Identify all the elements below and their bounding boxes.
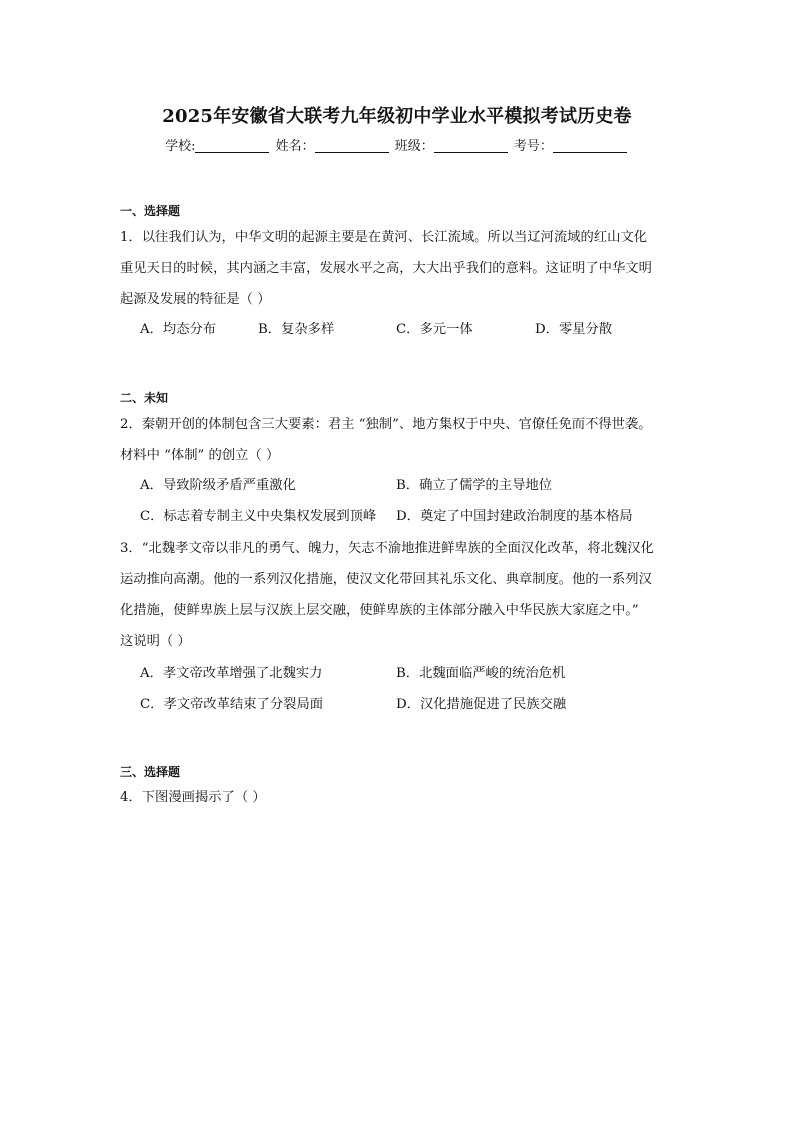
option-d[interactable]: D．奠定了中国封建政治制度的基本格局 [396,509,633,524]
question-line: 4．下图漫画揭示了（ ） [120,790,266,805]
name-label: 姓名： [275,139,315,154]
student-info-line [0,137,794,157]
option-c[interactable]: C．孝文帝改革结束了分裂局面 [140,697,324,712]
question-line: 运动推向高潮。他的一系列汉化措施，使汉文化带回其礼乐文化、典章制度。他的一系列汉 [120,572,652,587]
question-line: 3．“北魏孝文帝以非凡的勇气、魄力，矢志不渝地推进鲜卑族的全面汉化改革，将北魏汉化 [120,541,654,556]
question-4-text [120,782,685,813]
question-line: 起源及发展的特征是（ ） [120,292,271,307]
exam-title: 2025年安徽省大联考九年级初中学业水平模拟考试历史卷 [162,106,632,127]
section-heading: 三、选择题 [120,765,181,779]
question-line: 化措施，使鲜卑族上层与汉族上层交融，使鲜卑族的主体部分融入中华民族大家庭之中。” [120,603,639,618]
option-b[interactable]: B．确立了儒学的主导地位 [396,478,553,493]
question-2-text [120,409,685,471]
option-b[interactable]: B．北魏面临严峻的统治危机 [396,666,566,681]
exam-number-blank[interactable] [553,138,627,153]
class-blank[interactable] [434,138,508,153]
question-line: 这说明（ ） [120,634,191,649]
option-a[interactable]: A．均态分布 [140,322,217,337]
question-line: 重见天日的时候，其内涵之丰富，发展水平之高，大大出乎我们的意料。这证明了中华文明 [120,261,652,276]
question-3-text [120,533,685,657]
section-heading: 二、未知 [120,391,169,405]
school-blank[interactable] [195,138,269,153]
section-heading: 一、选择题 [120,204,181,218]
school-label: 学校: [165,139,196,154]
option-c[interactable]: C．标志着专制主义中央集权发展到顶峰 [140,509,377,524]
question-line: 2．秦朝开创的体制包含三大要素：君主 “独制”、地方集权于中央、官僚任免而不得世袭。 [120,417,652,432]
name-blank[interactable] [315,138,389,153]
option-c[interactable]: C．多元一体 [396,322,473,337]
exam-number-label: 考号： [513,139,553,154]
option-a[interactable]: A．导致阶级矛盾严重激化 [140,478,296,493]
option-b[interactable]: B．复杂多样 [258,322,335,337]
option-d[interactable]: D．零星分散 [535,322,613,337]
option-a[interactable]: A．孝文帝改革增强了北魏实力 [140,666,323,681]
class-label: 班级： [394,139,434,154]
question-line: 材料中 “体制” 的创立（ ） [120,448,280,463]
question-1-text [120,222,685,315]
option-d[interactable]: D．汉化措施促进了民族交融 [396,697,567,712]
question-line: 1．以往我们认为，中华文明的起源主要是在黄河、长江流域。所以当辽河流域的红山文化 [120,230,648,245]
